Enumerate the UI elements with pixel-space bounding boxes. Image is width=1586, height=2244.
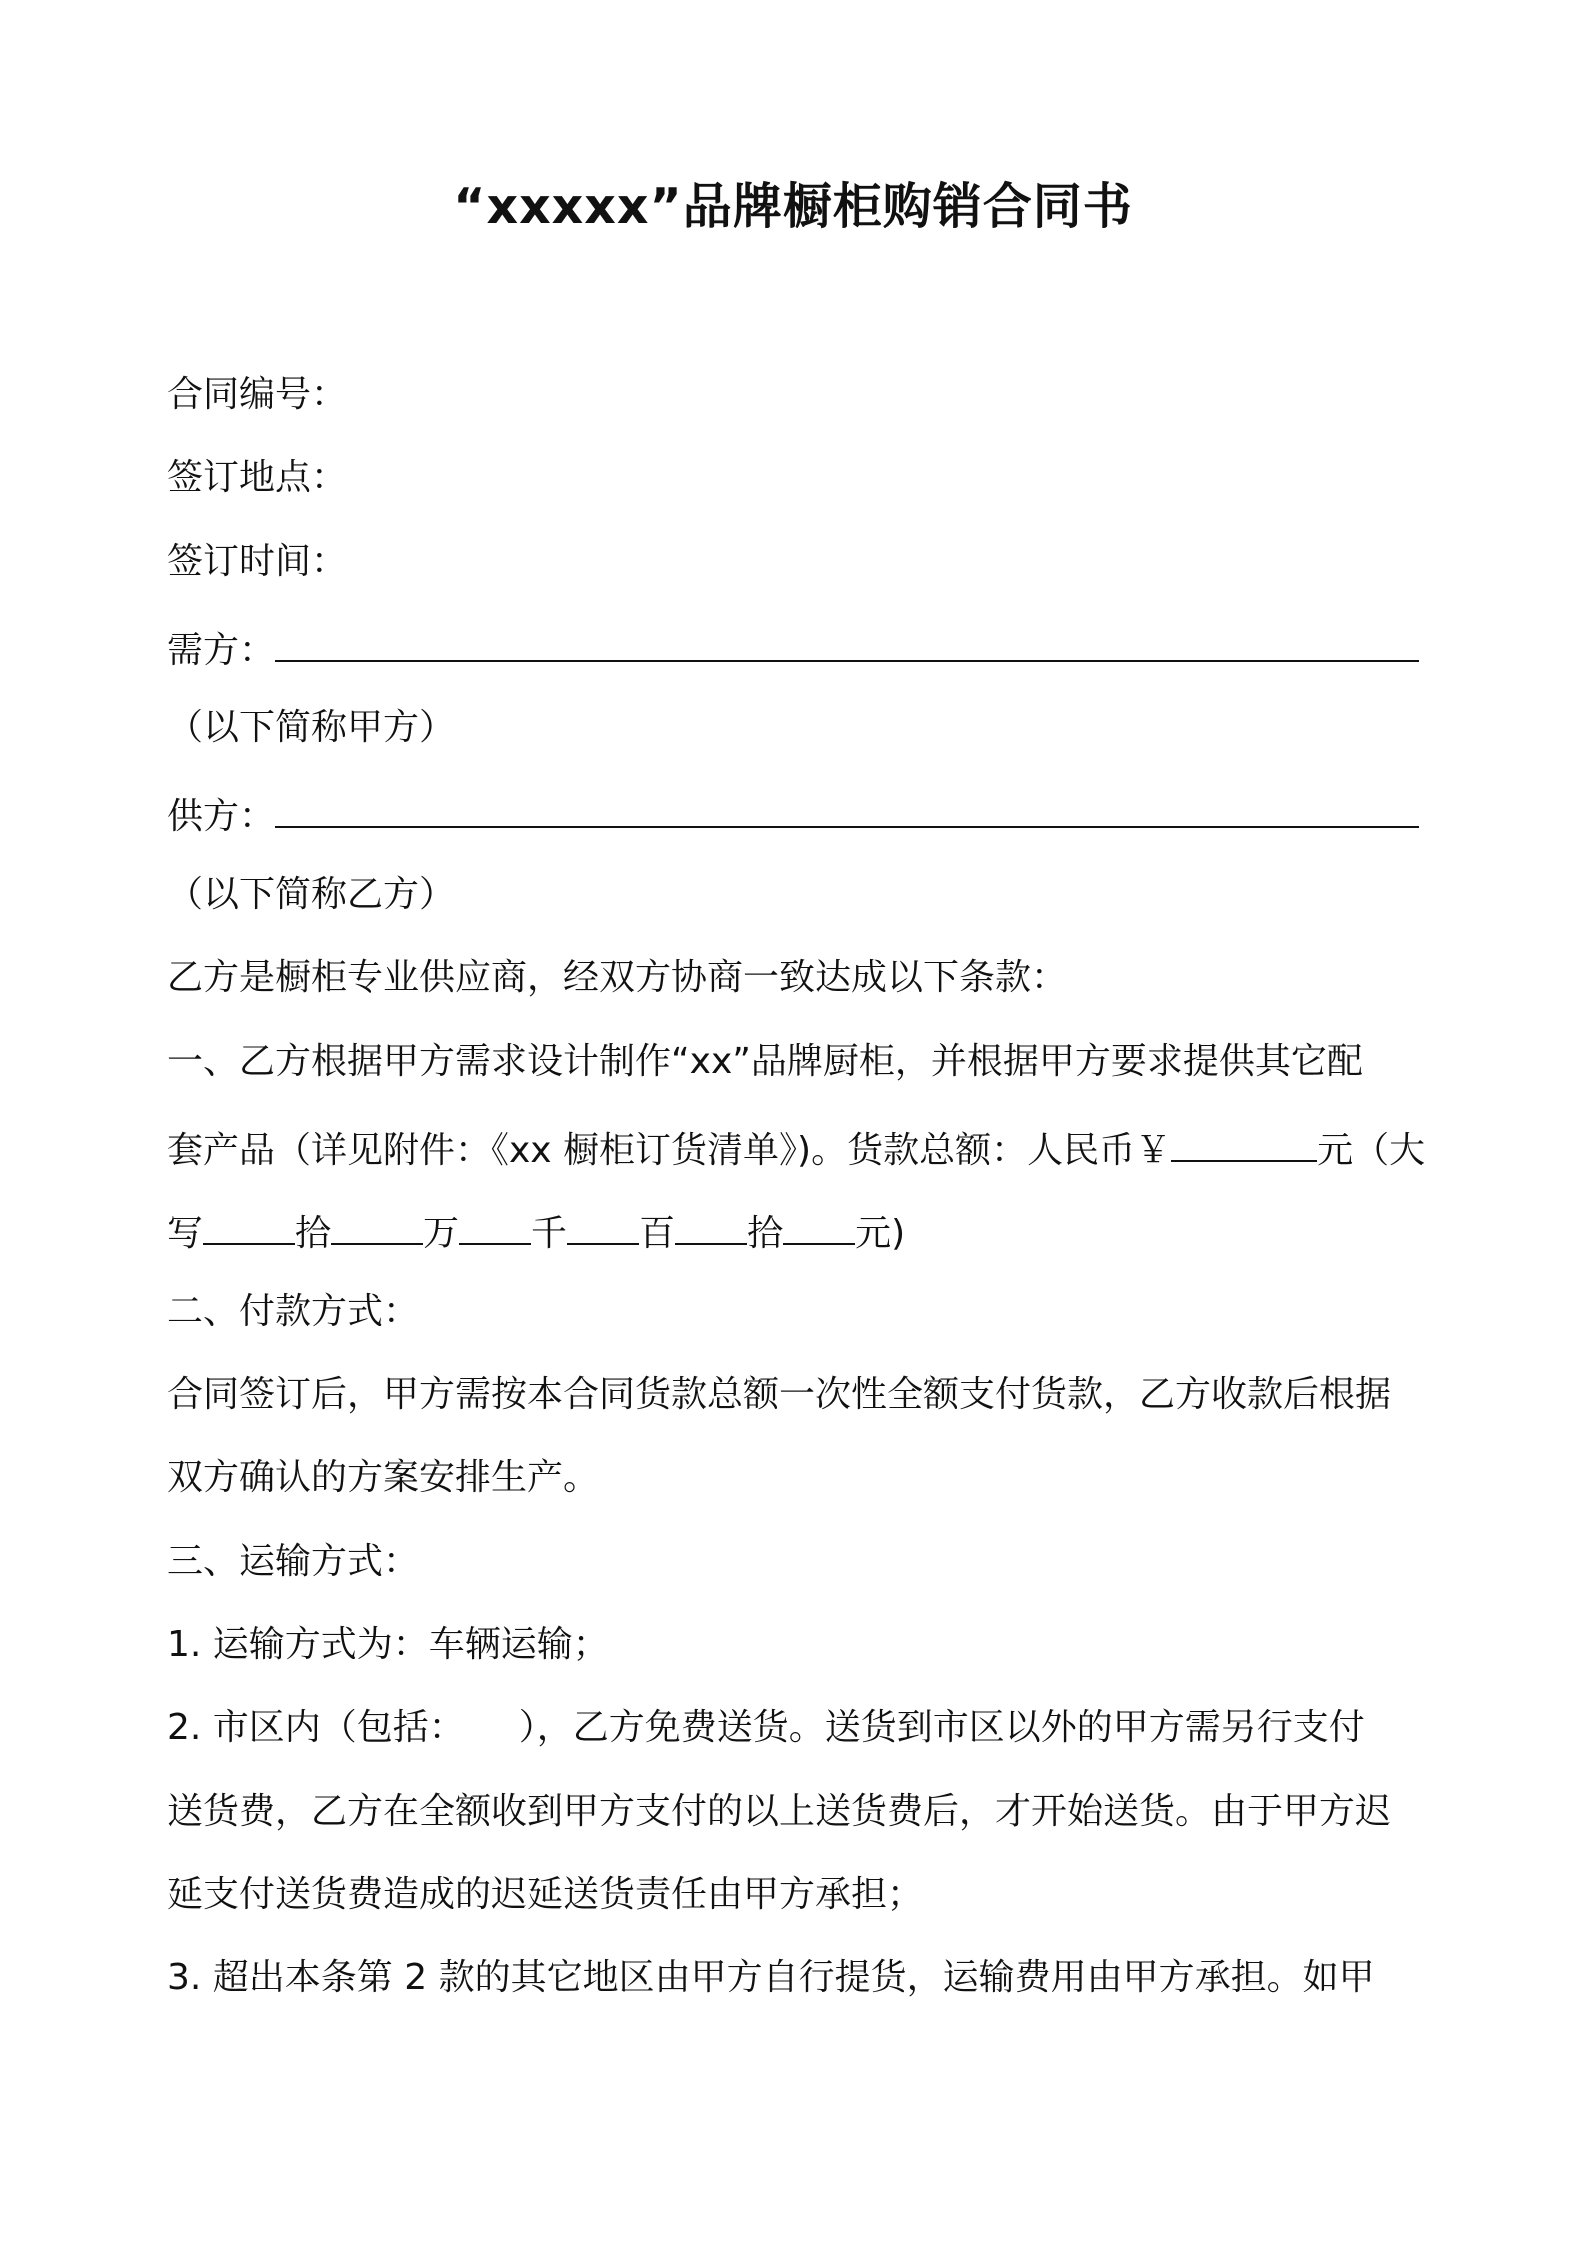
unit-shi: 拾	[747, 1213, 784, 1254]
clause3-item2-line2: 送货费，乙方在全额收到甲方支付的以上送货费后，才开始送货。由于甲方迟	[167, 1791, 1392, 1832]
buyer-name-blank	[275, 620, 1419, 662]
clause1-line3	[167, 1203, 1427, 1259]
clause3-item2-line3: 延支付送货费造成的迟延送货责任由甲方承担；	[167, 1874, 924, 1915]
unit-shi-wan: 拾	[295, 1213, 332, 1254]
amount-blank	[1171, 1120, 1317, 1162]
sign-time-line	[167, 537, 1427, 587]
contract-number-label: 合同编号：	[167, 374, 348, 415]
amount-qian-blank	[459, 1203, 531, 1245]
unit-yuan: 元)	[855, 1213, 906, 1254]
buyer-note: （以下简称甲方）	[167, 707, 456, 748]
contract-number-line	[167, 370, 1427, 420]
sign-place-label: 签订地点：	[167, 457, 348, 498]
clause1-line1: 一、乙方根据甲方需求设计制作“xx”品牌厨柜，并根据甲方要求提供其它配	[167, 1041, 1363, 1082]
seller-label: 供方：	[167, 796, 276, 837]
buyer-label: 需方：	[167, 630, 276, 671]
intro-paragraph: 乙方是橱柜专业供应商，经双方协商一致达成以下条款：	[167, 957, 1068, 998]
unit-bai: 百	[639, 1213, 676, 1254]
clause3-item3-line1: 3. 超出本条第 2 款的其它地区由甲方自行提货，运输费用由甲方承担。如甲	[167, 1957, 1375, 1998]
clause1-line2	[167, 1120, 1427, 1176]
amount-shi-blank	[675, 1203, 747, 1245]
seller-name-blank	[275, 786, 1419, 828]
clause2-heading: 二、付款方式：	[167, 1291, 420, 1332]
sign-time-label: 签订时间：	[167, 541, 348, 582]
buyer-line	[167, 620, 1427, 676]
seller-note: （以下简称乙方）	[167, 874, 456, 915]
clause2-line2: 双方确认的方案安排生产。	[167, 1457, 600, 1498]
amount-yuan-blank	[783, 1203, 855, 1245]
clause2-line1: 合同签订后，甲方需按本合同货款总额一次性全额支付货款，乙方收款后根据	[167, 1374, 1392, 1415]
seller-line	[167, 786, 1427, 842]
clause1-amount-suffix: 元（大	[1317, 1130, 1426, 1171]
unit-qian: 千	[531, 1213, 568, 1254]
document-title: “xxxxx”品牌橱柜购销合同书	[453, 178, 1133, 235]
unit-wan: 万	[423, 1213, 460, 1254]
sign-place-line	[167, 453, 1427, 503]
clause3-heading: 三、运输方式：	[167, 1541, 420, 1582]
clause3-item1: 1. 运输方式为：车辆运输；	[167, 1624, 609, 1665]
clause3-item2-line1: 2. 市区内（包括： ），乙方免费送货。送货到市区以外的甲方需另行支付	[167, 1707, 1365, 1748]
amount-wan-blank	[331, 1203, 423, 1245]
clause1-amount-prefix: 套产品（详见附件：《xx 橱柜订货清单》)。货款总额：人民币￥	[167, 1130, 1172, 1171]
amount-bai-blank	[567, 1203, 639, 1245]
capital-label: 写	[167, 1213, 204, 1254]
amount-shiwan-blank	[203, 1203, 295, 1245]
